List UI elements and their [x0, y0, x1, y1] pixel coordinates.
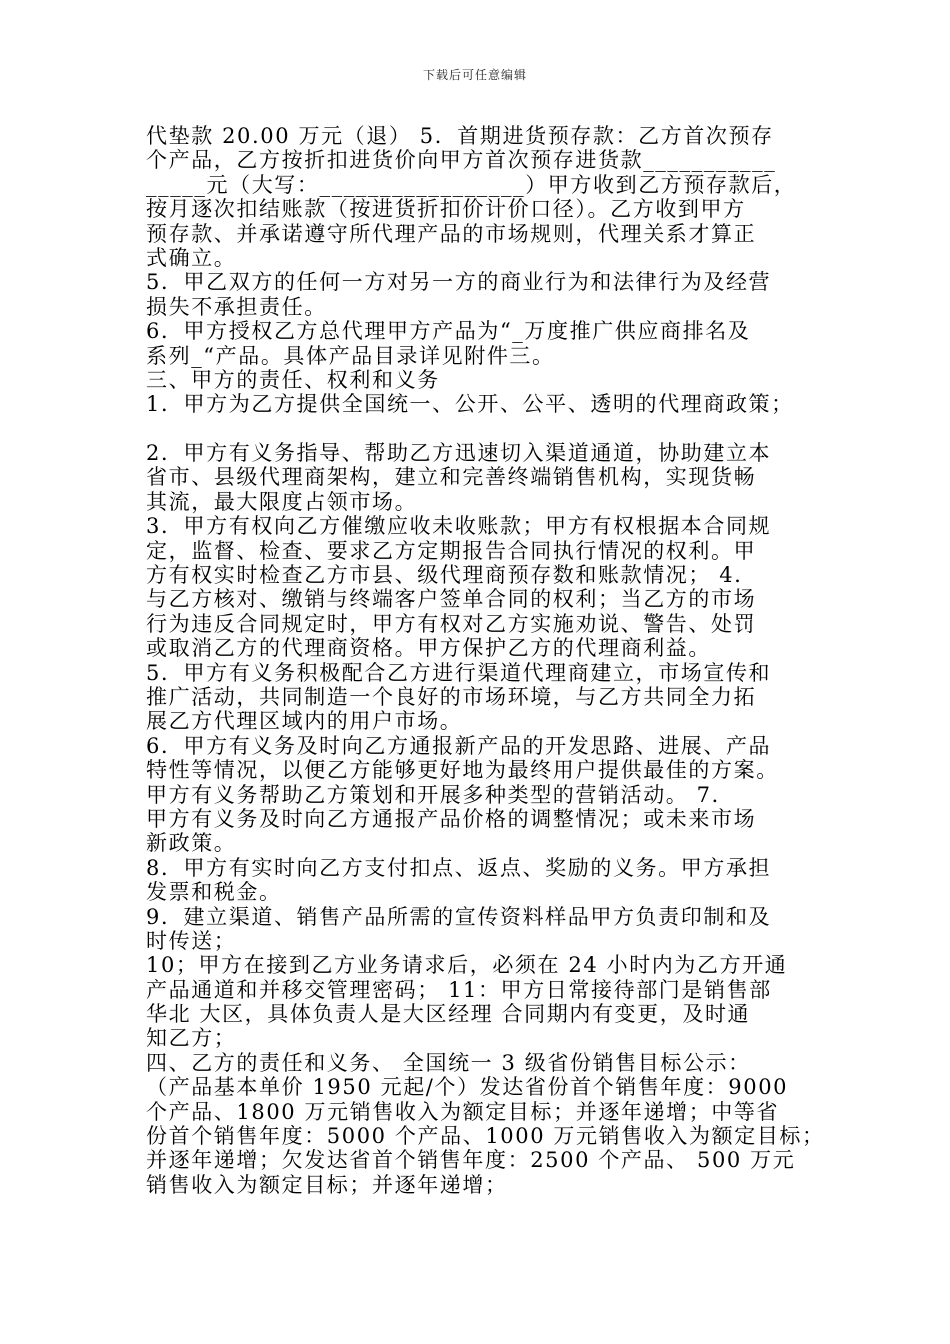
text-line: 份首个销售年度：5000 个产品、1000 万元销售收入为额定目标；: [146, 1124, 825, 1149]
text-line: 2．甲方有义务指导、帮助乙方迅速切入渠道通道，协助建立本: [146, 441, 772, 466]
section-heading: 三、甲方的责任、权利和义务: [146, 367, 440, 392]
text-line: 方有权实时检查乙方市县、级代理商预存数和账款情况； 4．: [146, 563, 757, 588]
text-line: _____元（大写：_________________）甲方收到乙方预存款后，: [146, 172, 797, 197]
text-line: 并逐年递增；欠发达省首个销售年度：2500 个产品、 500 万元: [146, 1148, 796, 1173]
text-line: 5．甲方有义务积极配合乙方进行渠道代理商建立，市场宣传和: [146, 660, 772, 685]
text-line: 代垫款 20.00 万元（退） 5．首期进货预存款：乙方首次预存: [146, 124, 774, 148]
document-body: [146, 124, 836, 1197]
text-line: 3．甲方有权向乙方催缴应收未收账款；甲方有权根据本合同规: [146, 514, 772, 539]
text-line: 甲方有义务帮助乙方策划和开展多种类型的营销活动。 7．: [146, 782, 735, 807]
text-line: 6．甲方有义务及时向乙方通报新产品的开发思路、进展、产品: [146, 733, 772, 758]
text-line: 行为违反合同规定时，甲方有权对乙方实施劝说、警告、处罚: [146, 611, 757, 636]
section-heading: 四、乙方的责任和义务、 全国统一 3 级省份销售目标公示：: [146, 1050, 751, 1075]
text-line: 10；甲方在接到乙方业务请求后，必须在 24 小时内为乙方开通: [146, 953, 788, 978]
text-line: （产品基本单价 1950 元起/个）发达省份首个销售年度：9000: [146, 1075, 789, 1100]
text-line: 产品通道和并移交管理密码； 11：甲方日常接待部门是销售部: [146, 977, 772, 1002]
text-line: 推广活动，共同制造一个良好的市场环境，与乙方共同全力拓: [146, 684, 757, 709]
text-line: 其流，最大限度占领市场。: [146, 489, 418, 514]
text-line: 个产品、1800 万元销售收入为额定目标；并逐年递增；中等省: [146, 1099, 780, 1124]
text-line: 预存款、并承诺遵守所代理产品的市场规则，代理关系才算正: [146, 221, 757, 246]
text-line: 9．建立渠道、销售产品所需的宣传资料样品甲方负责印制和及: [146, 904, 772, 929]
text-line: 知乙方；: [146, 1026, 237, 1051]
text-line: 式确立。: [146, 245, 237, 270]
text-line: 展乙方代理区域内的用户市场。: [146, 709, 463, 734]
text-line: 华北 大区，具体负责人是大区经理 合同期内有变更，及时通: [146, 1002, 751, 1027]
text-line: 省市、县级代理商架构，建立和完善终端销售机构，实现货畅: [146, 465, 757, 490]
text-line: 与乙方核对、缴销与终端客户签单合同的权利；当乙方的市场: [146, 587, 757, 612]
text-line: 特性等情况，以便乙方能够更好地为最终用户提供最佳的方案。: [146, 758, 779, 783]
text-line: 6．甲方授权乙方总代理甲方产品为“_万度推广供应商排名及: [146, 319, 751, 344]
text-line: 5．甲乙双方的任何一方对另一方的商业行为和法律行为及经营: [146, 270, 772, 295]
blank-line: [146, 417, 836, 441]
text-line: 定，监督、检查、要求乙方定期报告合同执行情况的权利。甲: [146, 538, 757, 563]
text-line: 发票和税金。: [146, 880, 282, 905]
text-line: 1．甲方为乙方提供全国统一、公开、公平、透明的代理商政策；: [146, 392, 794, 417]
text-line: 损失不承担责任。: [146, 294, 327, 319]
text-line: 销售收入为额定目标；并逐年递增；: [146, 1172, 508, 1197]
text-line: 时传送；: [146, 928, 237, 953]
text-line: 甲方有义务及时向乙方通报产品价格的调整情况；或未来市场: [146, 806, 757, 831]
text-line: 新政策。: [146, 831, 237, 856]
text-line: 系列_“产品。具体产品目录详见附件三。: [146, 343, 555, 368]
text-line: 8．甲方有实时向乙方支付扣点、返点、奖励的义务。甲方承担: [146, 855, 772, 880]
text-line: 按月逐次扣结账款（按进货折扣价计价口径）。乙方收到甲方: [146, 197, 746, 222]
text-line: 个产品，乙方按折扣进货价向甲方首次预存进货款___________: [146, 148, 777, 173]
page-header: 下载后可任意编辑: [422, 68, 527, 82]
text-line: 或取消乙方的代理商资格。甲方保护乙方的代理商利益。: [146, 636, 711, 661]
